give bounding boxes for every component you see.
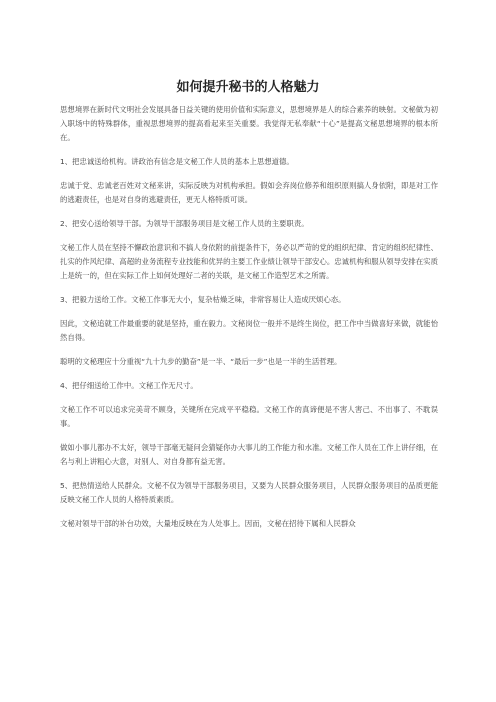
- section-heading: 3、把毅力送给工作。文秘工作事无大小，复杂枯燥乏味，非常容易让人造成厌烦心态。: [60, 295, 346, 304]
- document-body: [60, 103, 438, 541]
- paragraph: 忠诚于党、忠诚老百姓对文秘来讲，实际反映为对机构承担。假如会弃岗位修养和组织原则搞人身依附，即是对工作的逃避责任，也是对自身的逃避责任，更无人格特质可谈。: [60, 181, 438, 204]
- document-title: 如何提升秘书的人格魅力: [176, 80, 320, 95]
- paragraph: 文秘对领导干部的补台功效，大量地反映在为人处事上。因而，文秘在招待下属和人民群众: [60, 519, 356, 528]
- paragraph: 因此，文秘追就工作最重要的就是坚持，重在毅力。文秘岗位一般并不是终生岗位，把工作中当做喜好来做，就能怡然自得。: [60, 319, 438, 342]
- paragraph: 文秘工作不可以追求完美苛不顾身，关键所在完成平平稳稳。文秘工作的真谛便是不害人害己、不出事了、不耽误事。: [60, 405, 438, 428]
- section-heading: 5、把热情送给人民群众。文秘不仅为领导干部服务项目，又要为人民群众服务项目，人民群众服务项目的品质更能反映文秘工作人员的人格特质素质。: [60, 481, 438, 504]
- paragraph: 做如小事儿都办不太好，领导干部毫无疑问会猜疑你办大事儿的工作能力和水准。文秘工作人员在工作上讲仔细，在名与利上讲粗心大意，对别人、对自身都有益无害。: [60, 443, 438, 466]
- section-heading: 1、把忠诚送给机构。讲政治有信念是文秘工作人员的基本上思想道德。: [60, 157, 294, 166]
- section-heading: 2、把安心送给领导干部。为领导干部服务项目是文秘工作人员的主要职责。: [60, 219, 309, 228]
- paragraph: 聪明的文秘理应十分重视“九十九步的勤奋”是一半、“最后一步”也是一半的生活哲理。: [60, 357, 342, 366]
- section-heading: 4、把仔细送给工作中。文秘工作无尺寸。: [60, 381, 198, 390]
- paragraph: 思想境界在新时代文明社会发展具备日益关键的使用价值和实际意义，思想境界是人的综合素养的映射。文秘做为初入职场中的特殊群体，重视思想境界的提高看起来至关重要。我觉得无私奉献“十心”是提高文秘思想境界的根本所在。: [60, 105, 438, 142]
- paragraph: 文秘工作人员在坚持不懈政治意识和不搞人身依附的前提条件下，务必以严苛的党的组织纪律、肯定的组织纪律性、扎实的作风纪律、高超的业务流程专业技能和优异的主要工作业绩让领导干部安心。忠诚机构和服从领导安排在实质上是统一的，但在实际工作上如何处理好二者的关联，是文秘工作造型艺术之所需。: [60, 243, 438, 280]
